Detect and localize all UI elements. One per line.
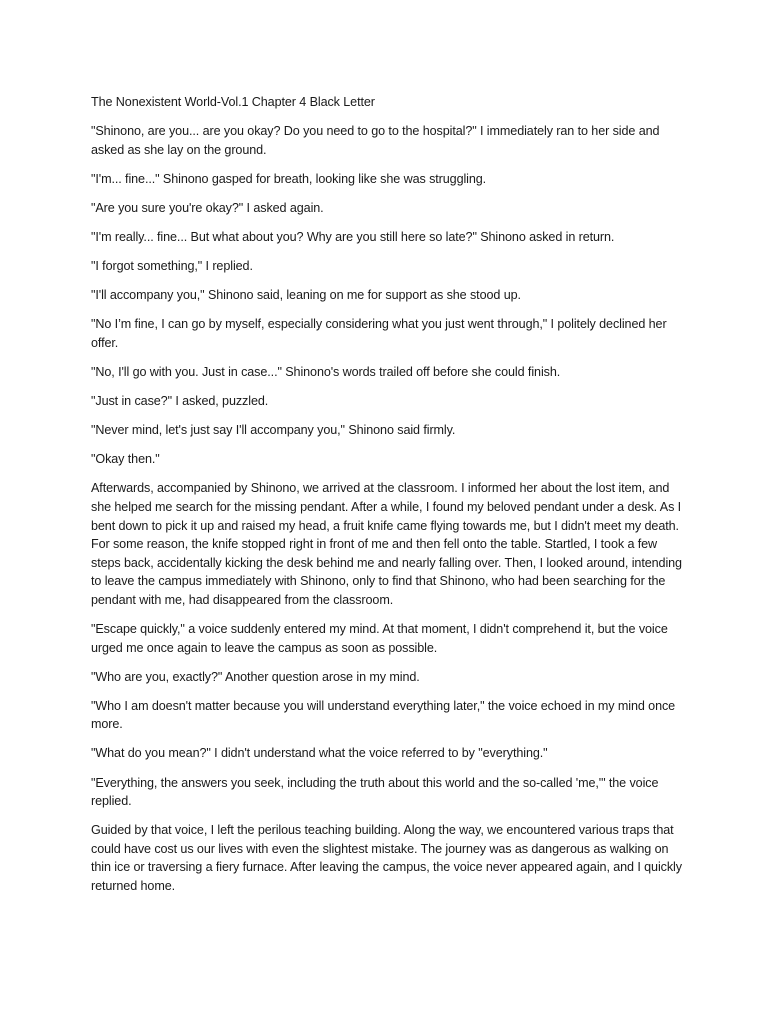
paragraph: Guided by that voice, I left the perilous teaching building. Along the way, we encountered various traps that could have cost us our lives with even the slightest mistake. The journey was as dangerous as walking on thin ice or traversing a fiery furnace. After leaving the campus, the voice never appeared again, and I quickly returned home. xyxy=(91,823,682,893)
paragraph: "I'll accompany you," Shinono said, leaning on me for support as she stood up. xyxy=(91,288,521,303)
paragraph: "Who are you, exactly?" Another question arose in my mind. xyxy=(91,669,420,684)
paragraph: "Never mind, let's just say I'll accompany you," Shinono said firmly. xyxy=(91,423,456,438)
paragraph: "Just in case?" I asked, puzzled. xyxy=(91,394,269,409)
document-body xyxy=(91,93,685,906)
document-title: The Nonexistent World-Vol.1 Chapter 4 Black Letter xyxy=(91,95,375,109)
paragraph: "No I’m fine, I can go by myself, especially considering what you just went through," I politely declined her offer. xyxy=(91,317,667,350)
paragraph: "Are you sure you're okay?" I asked again. xyxy=(91,200,324,215)
paragraph: "I'm... fine..." Shinono gasped for breath, looking like she was struggling. xyxy=(91,171,487,186)
paragraph: "What do you mean?" I didn't understand what the voice referred to by "everything." xyxy=(91,746,548,761)
paragraph: "No, I'll go with you. Just in case..." Shinono's words trailed off before she could finish. xyxy=(91,364,561,379)
paragraph: "Everything, the answers you seek, including the truth about this world and the so-called 'me,'" the voice replied. xyxy=(91,775,659,809)
paragraph: "Okay then." xyxy=(91,452,160,467)
paragraph: "I forgot something," I replied. xyxy=(91,259,253,274)
paragraph: "Who I am doesn't matter because you will understand everything later," the voice echoed in my mind once more. xyxy=(91,698,676,732)
paragraph: Afterwards, accompanied by Shinono, we arrived at the classroom. I informed her about the lost item, and she helped me search for the missing pendant. After a while, I found my beloved pendant under a desk. As I bent down to pick it up and raised my head, a fruit knife came flying towards me, but I didn't meet my death. For some reason, the knife stopped right in front of me and then fell onto the table. Startled, I took a few steps back, accidentally kicking the desk behind me and nearly falling over. Then, I looked around, intending to leave the campus immediately with Shinono, only to find that Shinono, who had been searching for the pendant with me, had disappeared from the classroom. xyxy=(91,481,682,607)
paragraph: "Escape quickly," a voice suddenly entered my mind. At that moment, I didn't comprehend it, but the voice urged me once again to leave the campus as soon as possible. xyxy=(91,621,668,655)
paragraph: "Shinono, are you... are you okay? Do you need to go to the hospital?" I immediately ran to her side and asked as she lay on the ground. xyxy=(91,124,660,157)
paragraph: "I'm really... fine... But what about you? Why are you still here so late?" Shinono asked in return. xyxy=(91,229,615,244)
